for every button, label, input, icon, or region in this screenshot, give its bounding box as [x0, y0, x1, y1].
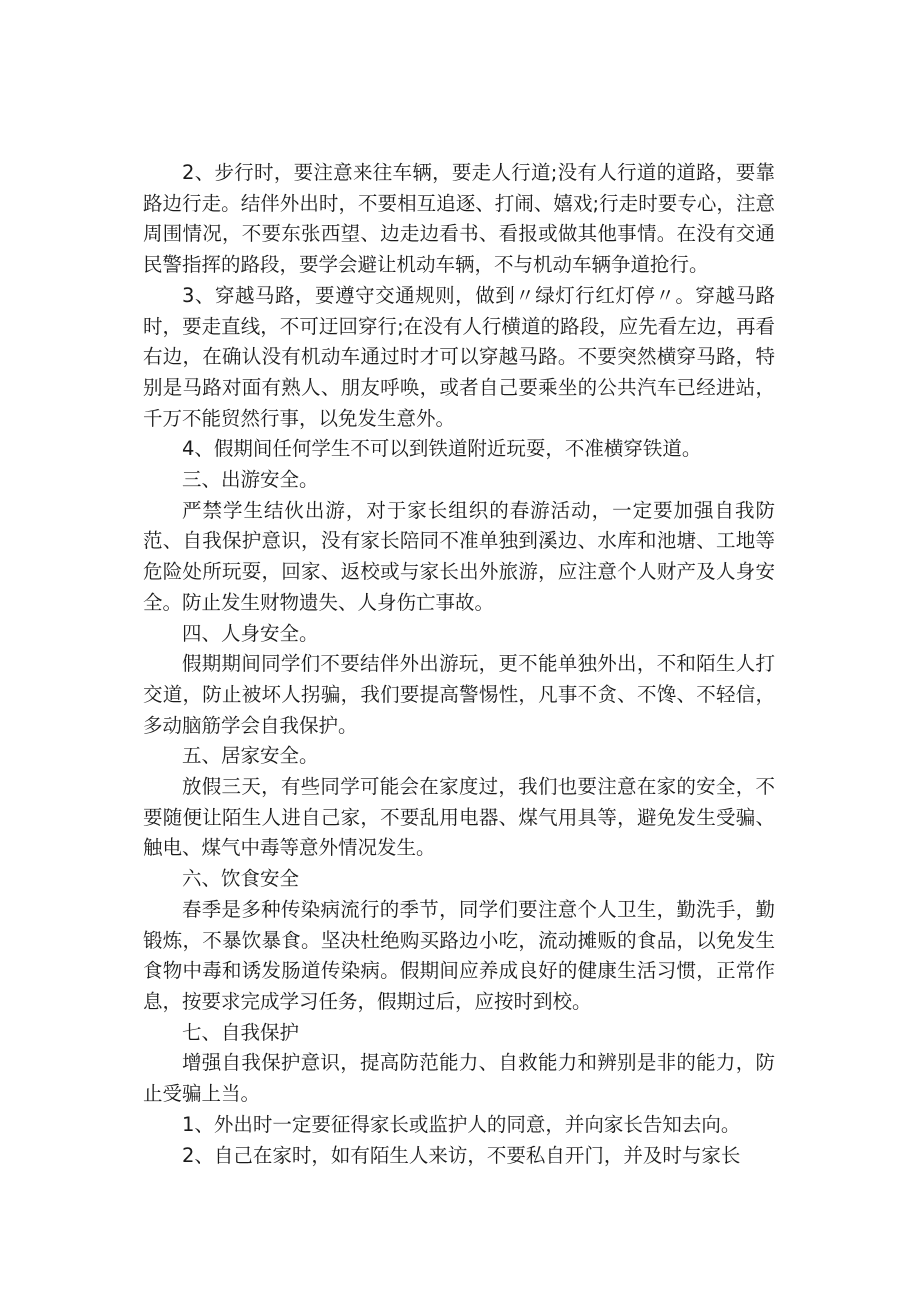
paragraph-walking-rules: 2、步行时，要注意来往车辆，要走人行道;没有人行道的道路，要靠路边行走。结伴外出时，不要相互追逐、打闹、嬉戏;行走时要专心，注意周围情况，不要东张西望、边走边看书、看报或做其他事情。在没有交通民警指挥的路段，要学会避让机动车辆，不与机动车辆争道抢行。 [143, 161, 775, 277]
paragraph-outing-safety: 严禁学生结伙出游，对于家长组织的春游活动，一定要加强自我防范、自我保护意识，没有家长陪同不准单独到溪边、水库和池塘、工地等危险处所玩耍，回家、返校或与家长出外旅游，应注意个人财产及人身安全。防止发生财物遗失、人身伤亡事故。 [143, 498, 775, 614]
paragraph-self-protection: 增强自我保护意识，提高防范能力、自救能力和辨别是非的能力，防止受骗上当。 [143, 1051, 775, 1106]
paragraph-personal-safety: 假期期间同学们不要结伴外出游玩，更不能单独外出，不和陌生人打交道，防止被坏人拐骗，我们要提高警惕性，凡事不贪、不馋、不轻信，多动脑筋学会自我保护。 [143, 652, 775, 737]
document-body [143, 158, 775, 1171]
heading-self-protection: 七、自我保护 [182, 1020, 300, 1044]
heading-personal-safety: 四、人身安全。 [182, 621, 319, 645]
paragraph-going-out: 1、外出时一定要征得家长或监护人的同意，并向家长告知去向。 [182, 1112, 741, 1136]
heading-outing-safety: 三、出游安全。 [182, 468, 319, 492]
heading-food-safety: 六、饮食安全 [182, 867, 300, 891]
paragraph-home-alone: 2、自己在家时，如有陌生人来访，不要私自开门，并及时与家长 [182, 1143, 741, 1167]
paragraph-railway: 4、假期间任何学生不可以到铁道附近玩耍，不准横穿铁道。 [182, 437, 702, 461]
paragraph-crossing-road: 3、穿越马路，要遵守交通规则，做到〃绿灯行红灯停〃。穿越马路时，要走直线，不可迂回穿行;在没有人行横道的路段，应先看左边，再看右边，在确认没有机动车通过时才可以穿越马路。不要突然横穿马路，特别是马路对面有熟人、朋友呼唤，或者自己要乘坐的公共汽车已经进站，千万不能贸然行事，以免发生意外。 [143, 283, 775, 430]
paragraph-food-safety: 春季是多种传染病流行的季节，同学们要注意个人卫生，勤洗手，勤锻炼，不暴饮暴食。坚决杜绝购买路边小吃，流动摊贩的食品，以免发生食物中毒和诱发肠道传染病。假期间应养成良好的健康生活习惯，正常作息，按要求完成学习任务，假期过后，应按时到校。 [143, 897, 775, 1013]
heading-home-safety: 五、居家安全。 [182, 744, 319, 768]
paragraph-home-safety: 放假三天，有些同学可能会在家度过，我们也要注意在家的安全，不要随便让陌生人进自己家，不要乱用电器、煤气用具等，避免发生受骗、触电、煤气中毒等意外情况发生。 [143, 775, 775, 860]
